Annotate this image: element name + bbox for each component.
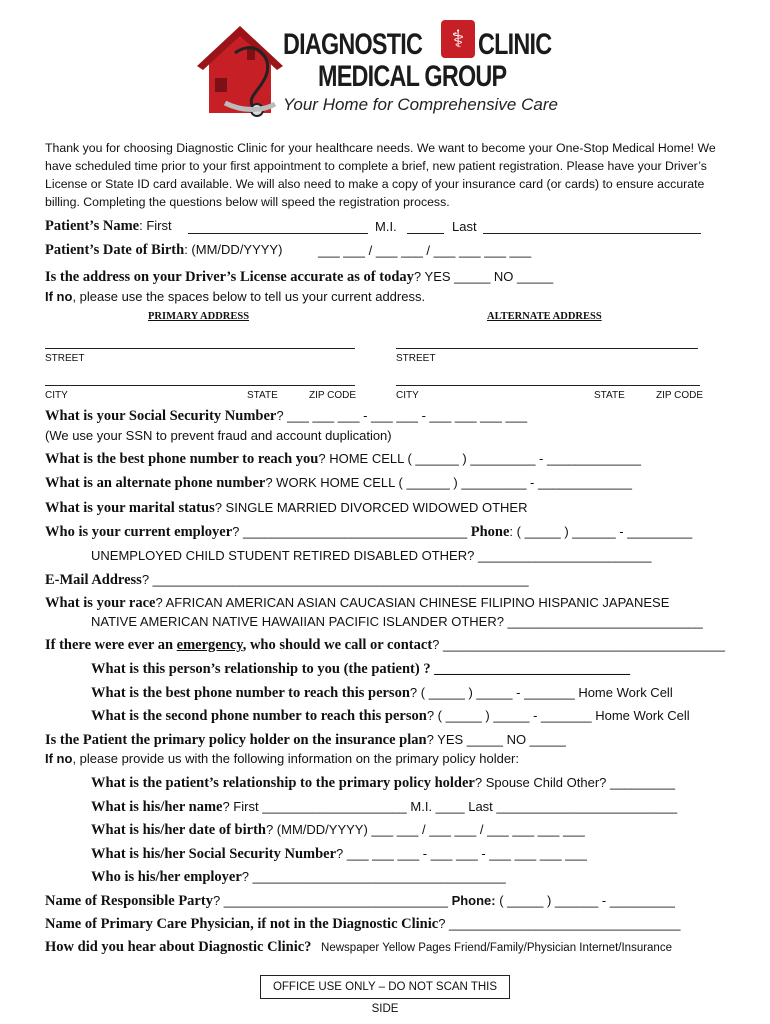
email-row	[45, 572, 529, 589]
responsible-party-row	[45, 893, 675, 910]
race-options-2[interactable]: NATIVE AMERICAN NATIVE HAWAIIAN PACIFIC ISLANDER OTHER? ___________________________	[91, 614, 703, 629]
office-use-box: OFFICE USE ONLY – DO NOT SCAN THIS SIDE	[260, 975, 510, 999]
policy-name-field[interactable]: ? First ____________________ M.I. ____ Last _________________________	[222, 799, 678, 814]
logo-tagline: Your Home for Comprehensive Care	[283, 95, 558, 114]
dob-label: Patient’s Date of Birth	[45, 242, 185, 258]
first-name-field[interactable]	[188, 233, 368, 234]
employer-phone-label: Phone	[470, 524, 510, 540]
primary-street-label: STREET	[45, 353, 85, 364]
mi-field[interactable]	[407, 233, 444, 234]
policy-dob-row	[91, 822, 585, 839]
primary-street-field[interactable]	[45, 348, 355, 349]
best-phone-row	[45, 451, 641, 468]
intro-paragraph: Thank you for choosing Diagnostic Clinic for your healthcare needs. We want to become your One-Stop Medical Home! We have scheduled time prior to your first appointment to complete a brief, new patient registration. Please have your Driver’s License or State ID card available. We will also need to make a copy of your insurance card (or cards) to ensure accurate billing. Completing the questions below will speed the registration process.	[45, 141, 716, 209]
ssn-field[interactable]: ? ___ ___ ___ - ___ ___ - ___ ___ ___ ___	[276, 408, 528, 423]
employer-row	[45, 524, 692, 541]
policy-relationship-options[interactable]: ? Spouse Child Other? _________	[474, 775, 676, 790]
emergency-best-phone-field[interactable]: ? ( _____ ) _____ - _______ Home Work Cell	[409, 685, 673, 700]
patient-name-label: Patient’s Name	[45, 218, 140, 234]
logo-line1-left: DIAGNOSTIC	[283, 28, 423, 61]
address-question-options[interactable]: ? YES _____ NO _____	[413, 269, 554, 284]
caduceus-icon: ⚕	[441, 20, 475, 58]
dob-format: : (MM/DD/YYYY)	[184, 242, 283, 257]
marital-row	[45, 500, 527, 517]
referral-options[interactable]: Newspaper Yellow Pages Friend/Family/Physician Internet/Insurance	[321, 942, 672, 954]
alternate-zip-label: ZIP CODE	[656, 390, 704, 401]
ssn-note: (We use your SSN to prevent fraud and account duplication)	[45, 428, 392, 443]
employer-phone-field[interactable]: : ( _____ ) ______ - _________	[509, 524, 693, 539]
alt-phone-label: What is an alternate phone number	[45, 475, 266, 491]
dob-field[interactable]: ___ ___ / ___ ___ / ___ ___ ___ ___	[318, 243, 532, 258]
policy-holder-label: Is the Patient the primary policy holder on the insurance plan	[45, 732, 427, 748]
address-ifno	[45, 289, 425, 304]
emergency-best-phone-row	[91, 685, 673, 702]
marital-options[interactable]: ? SINGLE MARRIED DIVORCED WIDOWED OTHER	[214, 500, 528, 515]
policy-employer-row	[91, 869, 506, 886]
policy-name-row	[91, 799, 677, 816]
pcp-row	[45, 916, 680, 933]
policy-ifno-bold: If no	[45, 751, 73, 766]
emergency-best-phone-label: What is the best phone number to reach this person	[91, 685, 410, 701]
primary-address-header: PRIMARY ADDRESS	[148, 311, 250, 322]
mi-label: M.I.	[375, 219, 397, 234]
referral-row	[45, 939, 672, 956]
employment-status-options[interactable]: UNEMPLOYED CHILD STUDENT RETIRED DISABLED OTHER? ________________________	[91, 548, 652, 563]
best-phone-label: What is the best phone number to reach you	[45, 451, 319, 467]
first-name-label: : First	[139, 218, 172, 233]
alt-phone-row	[45, 475, 632, 492]
policy-holder-row	[45, 732, 566, 749]
ssn-row	[45, 408, 527, 425]
primary-city-label: CITY	[45, 390, 68, 401]
address-question	[45, 269, 553, 286]
policy-employer-field[interactable]: ? ___________________________________	[241, 869, 506, 884]
policy-ifno	[45, 751, 519, 766]
policy-relationship-row	[91, 775, 675, 792]
logo-line2: MEDICAL GROUP	[318, 60, 507, 93]
responsible-phone-label: Phone:	[451, 893, 496, 908]
address-ifno-bold: If no	[45, 289, 73, 304]
responsible-party-label: Name of Responsible Party	[45, 893, 213, 909]
pcp-label: Name of Primary Care Physician, if not in the Diagnostic Clinic	[45, 916, 439, 932]
dob-row	[45, 242, 282, 259]
policy-name-label: What is his/her name	[91, 799, 223, 815]
address-question-label: Is the address on your Driver’s License accurate as of today	[45, 269, 414, 285]
primary-city-field[interactable]	[45, 385, 355, 386]
responsible-phone-field[interactable]: ( _____ ) ______ - _________	[495, 893, 675, 908]
house-stethoscope-icon	[195, 18, 285, 118]
emergency-second-phone-label: What is the second phone number to reach this person	[91, 708, 427, 724]
race-label: What is your race	[45, 595, 156, 611]
alt-phone-field[interactable]: ? WORK HOME CELL ( ______ ) _________ - _____________	[265, 475, 632, 490]
emergency-contact-field[interactable]: ? _______________________________________	[432, 637, 725, 652]
alternate-street-field[interactable]	[396, 348, 698, 349]
employer-label: Who is your current employer	[45, 524, 233, 540]
policy-ssn-label: What is his/her Social Security Number	[91, 846, 337, 862]
policy-relationship-label: What is the patient’s relationship to the primary policy holder	[91, 775, 475, 791]
policy-holder-options[interactable]: ? YES _____ NO _____	[426, 732, 566, 747]
last-name-field[interactable]	[483, 233, 701, 234]
emergency-label-post: , who should we call or contact	[242, 637, 433, 653]
marital-label: What is your marital status	[45, 500, 215, 516]
primary-zip-label: ZIP CODE	[309, 390, 357, 401]
emergency-row	[45, 637, 725, 654]
email-field[interactable]: ? ____________________________________________________	[141, 572, 529, 587]
responsible-party-field[interactable]: ? _______________________________	[212, 893, 448, 908]
ssn-label: What is your Social Security Number	[45, 408, 277, 424]
pcp-field[interactable]: ? ________________________________	[438, 916, 681, 931]
primary-state-label: STATE	[247, 390, 278, 401]
emergency-label-pre: If there were ever an	[45, 637, 177, 653]
policy-employer-label: Who is his/her employer	[91, 869, 242, 885]
best-phone-field[interactable]: ? HOME CELL ( ______ ) _________ - _____________	[318, 451, 641, 466]
alternate-address-header: ALTERNATE ADDRESS	[487, 311, 602, 322]
policy-ssn-row	[91, 846, 587, 863]
employer-field[interactable]: ? _______________________________	[232, 524, 468, 539]
last-name-label: Last	[452, 219, 477, 234]
policy-ifno-text: , please provide us with the following information on the primary policy holder:	[72, 751, 520, 766]
emergency-label-emph: emergency	[176, 637, 243, 653]
emergency-relationship[interactable]: What is this person’s relationship to you (the patient) ? ___________________________	[91, 661, 630, 677]
alternate-city-label: CITY	[396, 390, 419, 401]
alternate-street-label: STREET	[396, 353, 436, 364]
alternate-state-label: STATE	[594, 390, 625, 401]
policy-dob-label: What is his/her date of birth	[91, 822, 266, 838]
referral-label: How did you hear about Diagnostic Clinic?	[45, 939, 312, 955]
race-row	[45, 595, 669, 612]
policy-dob-field[interactable]: ? (MM/DD/YYYY) ___ ___ / ___ ___ / ___ ___ ___ ___	[265, 822, 585, 837]
logo-line1-right: CLINIC	[478, 28, 552, 61]
patient-name-row	[45, 218, 172, 235]
address-ifno-text: , please use the spaces below to tell us your current address.	[72, 289, 426, 304]
emergency-second-phone-row	[91, 708, 690, 725]
race-options-1[interactable]: ? AFRICAN AMERICAN ASIAN CAUCASIAN CHINESE FILIPINO HISPANIC JAPANESE	[155, 595, 670, 610]
clinic-logo	[195, 18, 575, 118]
policy-ssn-field[interactable]: ? ___ ___ ___ - ___ ___ - ___ ___ ___ ___	[336, 846, 587, 861]
emergency-second-phone-field[interactable]: ? ( _____ ) _____ - _______ Home Work Cell	[426, 708, 690, 723]
email-label: E-Mail Address	[45, 572, 142, 588]
alternate-city-field[interactable]	[396, 385, 700, 386]
